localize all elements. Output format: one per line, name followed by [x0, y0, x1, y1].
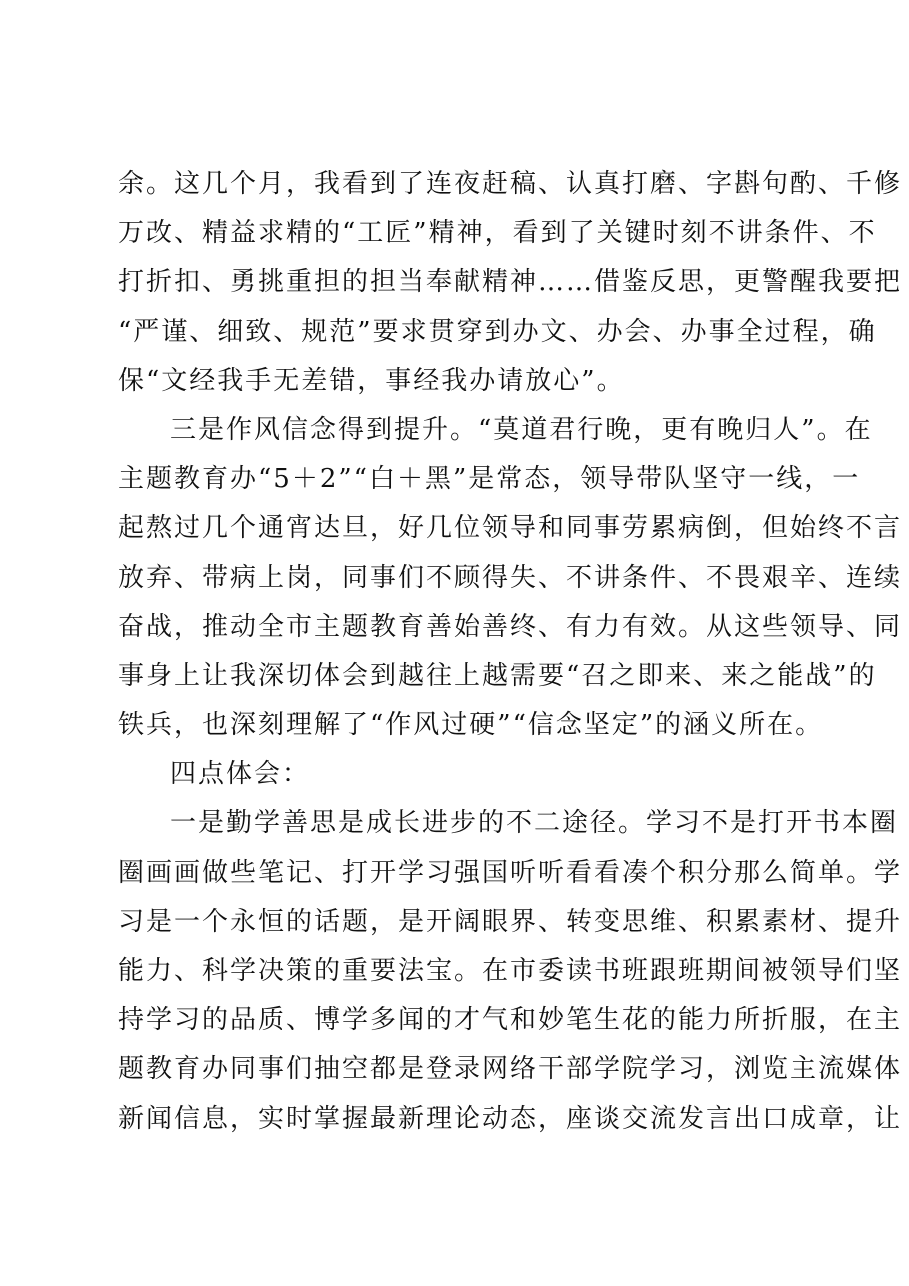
text-line: 新闻信息，实时掌握最新理论动态，座谈交流发言出口成章，让 [118, 1103, 903, 1134]
paragraph-style-belief [118, 406, 903, 750]
text-line: 起熬过几个通宵达旦，好几位领导和同事劳累病倒，但始终不言 [118, 513, 903, 544]
paragraph-work-spirit [118, 160, 903, 406]
text-line: 铁兵，也深刻理解了“作风过硬”“信念坚定”的涵义所在。 [118, 710, 824, 741]
text-line: 万改、精益求精的“工匠”精神，看到了关键时刻不讲条件、不 [118, 218, 877, 249]
text-line: 持学习的品质、博学多闻的才气和妙笔生花的能力所折服，在主 [118, 1005, 903, 1036]
text-line: 放弃、带病上岗，同事们不顾得失、不讲条件、不畏艰辛、连续 [118, 562, 903, 593]
text-line: 打折扣、勇挑重担的担当奉献精神……借鉴反思，更警醒我要把 [118, 267, 903, 298]
text-line: 习是一个永恒的话题，是开阔眼界、转变思维、积累素材、提升 [118, 906, 903, 937]
text-line: 主题教育办“5＋2”“白＋黑”是常态，领导带队坚守一线，一 [118, 464, 861, 495]
document-body [118, 160, 903, 1144]
section-heading-four-insights [118, 750, 808, 799]
text-line: 四点体会： [170, 759, 311, 790]
text-line: 题教育办同事们抽空都是登录网络干部学院学习，浏览主流媒体 [118, 1054, 903, 1085]
paragraph-diligent-study [118, 799, 903, 1143]
text-line: 余。这几个月，我看到了连夜赶稿、认真打磨、字斟句酌、千修 [118, 169, 903, 199]
text-line: 一是勤学善思是成长进步的不二途径。学习不是打开书本圈 [170, 808, 899, 839]
text-line: 奋战，推动全市主题教育善始善终、有力有效。从这些领导、同 [118, 611, 903, 642]
text-line: 三是作风信念得到提升。“莫道君行晚，更有晚归人”。在 [170, 414, 873, 445]
text-line: 能力、科学决策的重要法宝。在市委读书班跟班期间被领导们坚 [118, 956, 903, 986]
text-line: 保“文经我手无差错，事经我办请放心”。 [118, 365, 625, 396]
text-line: 事身上让我深切体会到越往上越需要“召之即来、来之能战”的 [118, 660, 877, 691]
text-line: 圈画画做些笔记、打开学习强国听听看看凑个积分那么简单。学 [118, 857, 903, 888]
text-line: “严谨、细致、规范”要求贯穿到办文、办会、办事全过程，确 [118, 316, 877, 347]
